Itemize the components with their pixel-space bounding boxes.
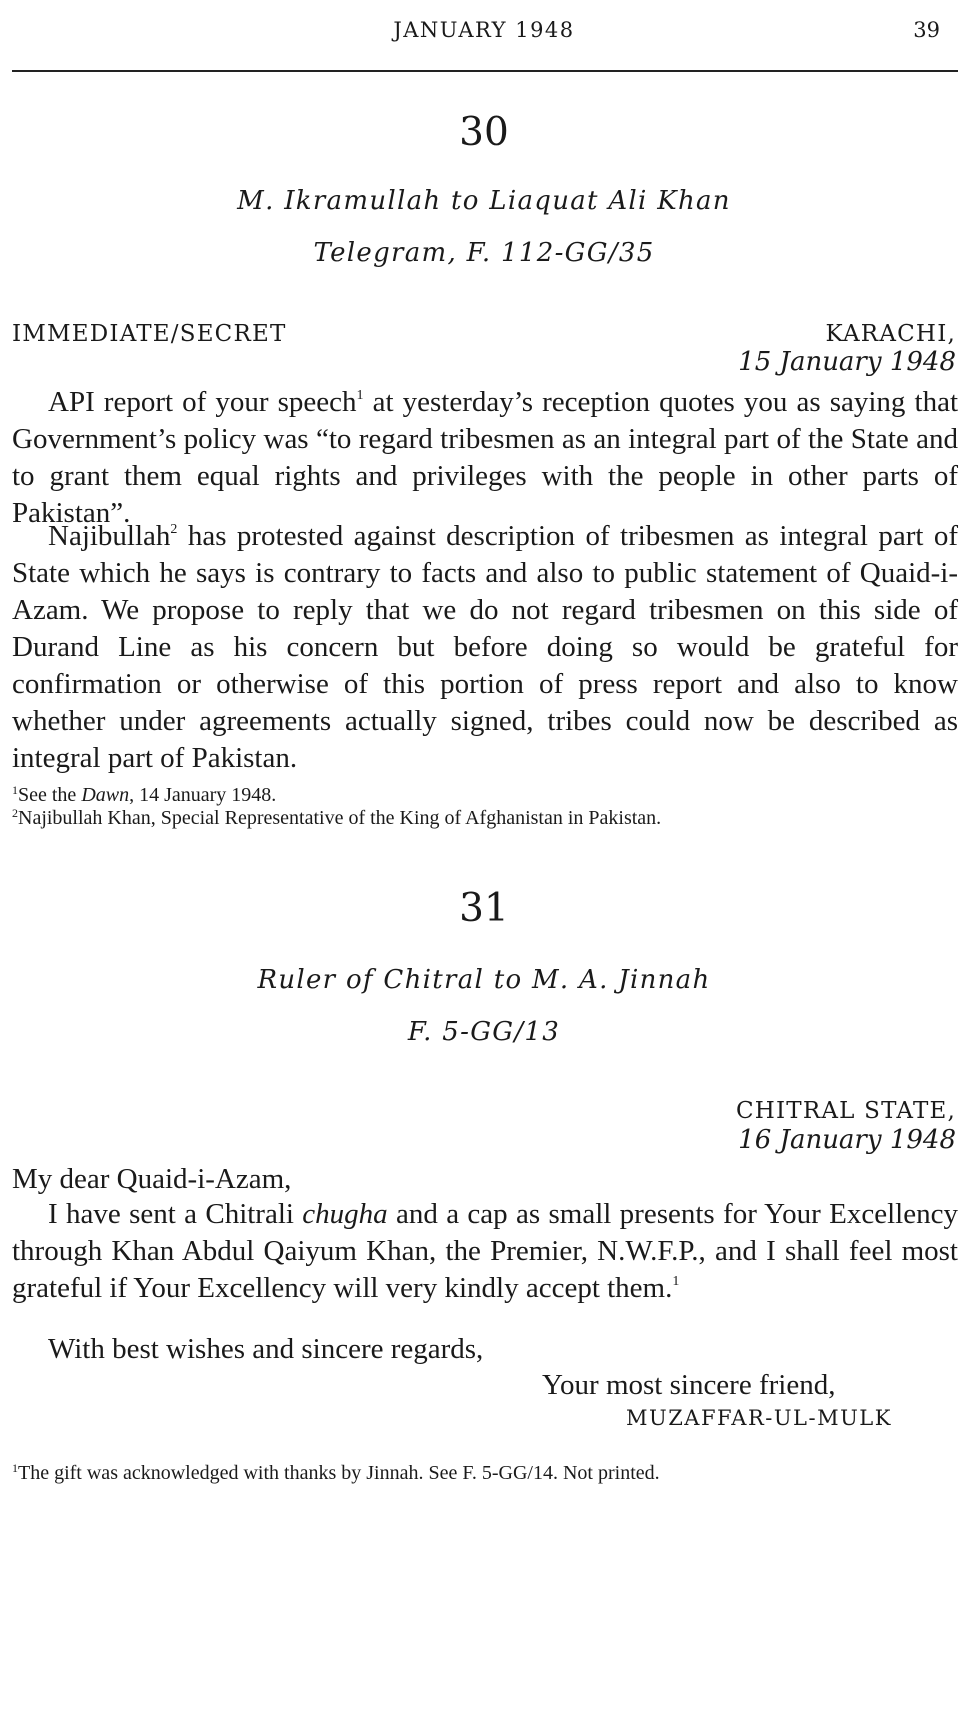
page-number: 39 xyxy=(913,18,940,42)
header-rule xyxy=(12,70,958,72)
document-30-footnote-2: $^2$Najibullah Khan, Special Representative of the King of Afghanistan in Pakistan. xyxy=(12,806,662,829)
closing-phrase: Your most sincere friend, xyxy=(542,1369,836,1401)
document-30-title: M. Ikramullah to Liaquat Ali Khan xyxy=(237,186,731,216)
classification-label: IMMEDIATE/SECRET xyxy=(12,321,287,347)
document-30-number: 30 xyxy=(459,110,509,155)
document-31-date: 16 January 1948 xyxy=(738,1125,956,1155)
footnote-ref-2: 2 xyxy=(170,522,178,537)
document-31-place: CHITRAL STATE, xyxy=(735,1098,956,1124)
footnote-ref-1: 1 xyxy=(356,388,364,403)
document-31-footnote-1: $^1$The gift was acknowledged with thanks by Jinnah. See F. 5-GG/14. Not printed. xyxy=(12,1461,660,1484)
signature-name: MUZAFFAR-UL-MULK xyxy=(626,1406,892,1430)
document-31-number: 31 xyxy=(459,886,509,931)
document-31-paragraph-2: With best wishes and sincere regards, xyxy=(48,1333,484,1365)
document-31-reference: F. 5-GG/13 xyxy=(407,1017,561,1047)
salutation: My dear Quaid-i-Azam, xyxy=(12,1163,292,1195)
running-title: JANUARY 1948 xyxy=(393,18,575,42)
footnote-ref-1: 1 xyxy=(672,1274,680,1289)
document-30-paragraph-2: Najibullah$^2$ has protested against description of tribesmen as integral part of State which he says is contrary to facts and also to public statement of Quaid-i-Azam. We propose to reply that we do not regard tribesmen on this side of Durand Line as his concern but before doing so would be grateful for confirmation or otherwise of this portion of press report and also to know whether under agreements actually signed, tribes could now be described as integral part of Pakistan. xyxy=(12,520,958,774)
document-31-paragraph-1: I have sent a Chitrali chugha and a cap as small presents for Your Excellency through Khan Abdul Qaiyum Khan, the Premier, N.W.F.P., and I shall feel most grateful if Your Excellency will very kindly accept them.$^1$ xyxy=(12,1198,958,1304)
document-30-date: 15 January 1948 xyxy=(738,347,956,377)
document-30-place: KARACHI, xyxy=(825,321,956,347)
document-30-reference: Telegram, F. 112-GG/35 xyxy=(313,238,655,268)
document-30-footnote-1: $^1$See the Dawn, 14 January 1948. xyxy=(12,783,277,806)
document-31-title: Ruler of Chitral to M. A. Jinnah xyxy=(257,965,711,995)
document-30-paragraph-1: API report of your speech$^1$ at yesterday’s reception quotes you as saying that Government’s policy was “to regard tribesmen as an integral part of the State and to grant them equal rights and privileges with the people in other parts of Pakistan”. xyxy=(12,386,958,529)
